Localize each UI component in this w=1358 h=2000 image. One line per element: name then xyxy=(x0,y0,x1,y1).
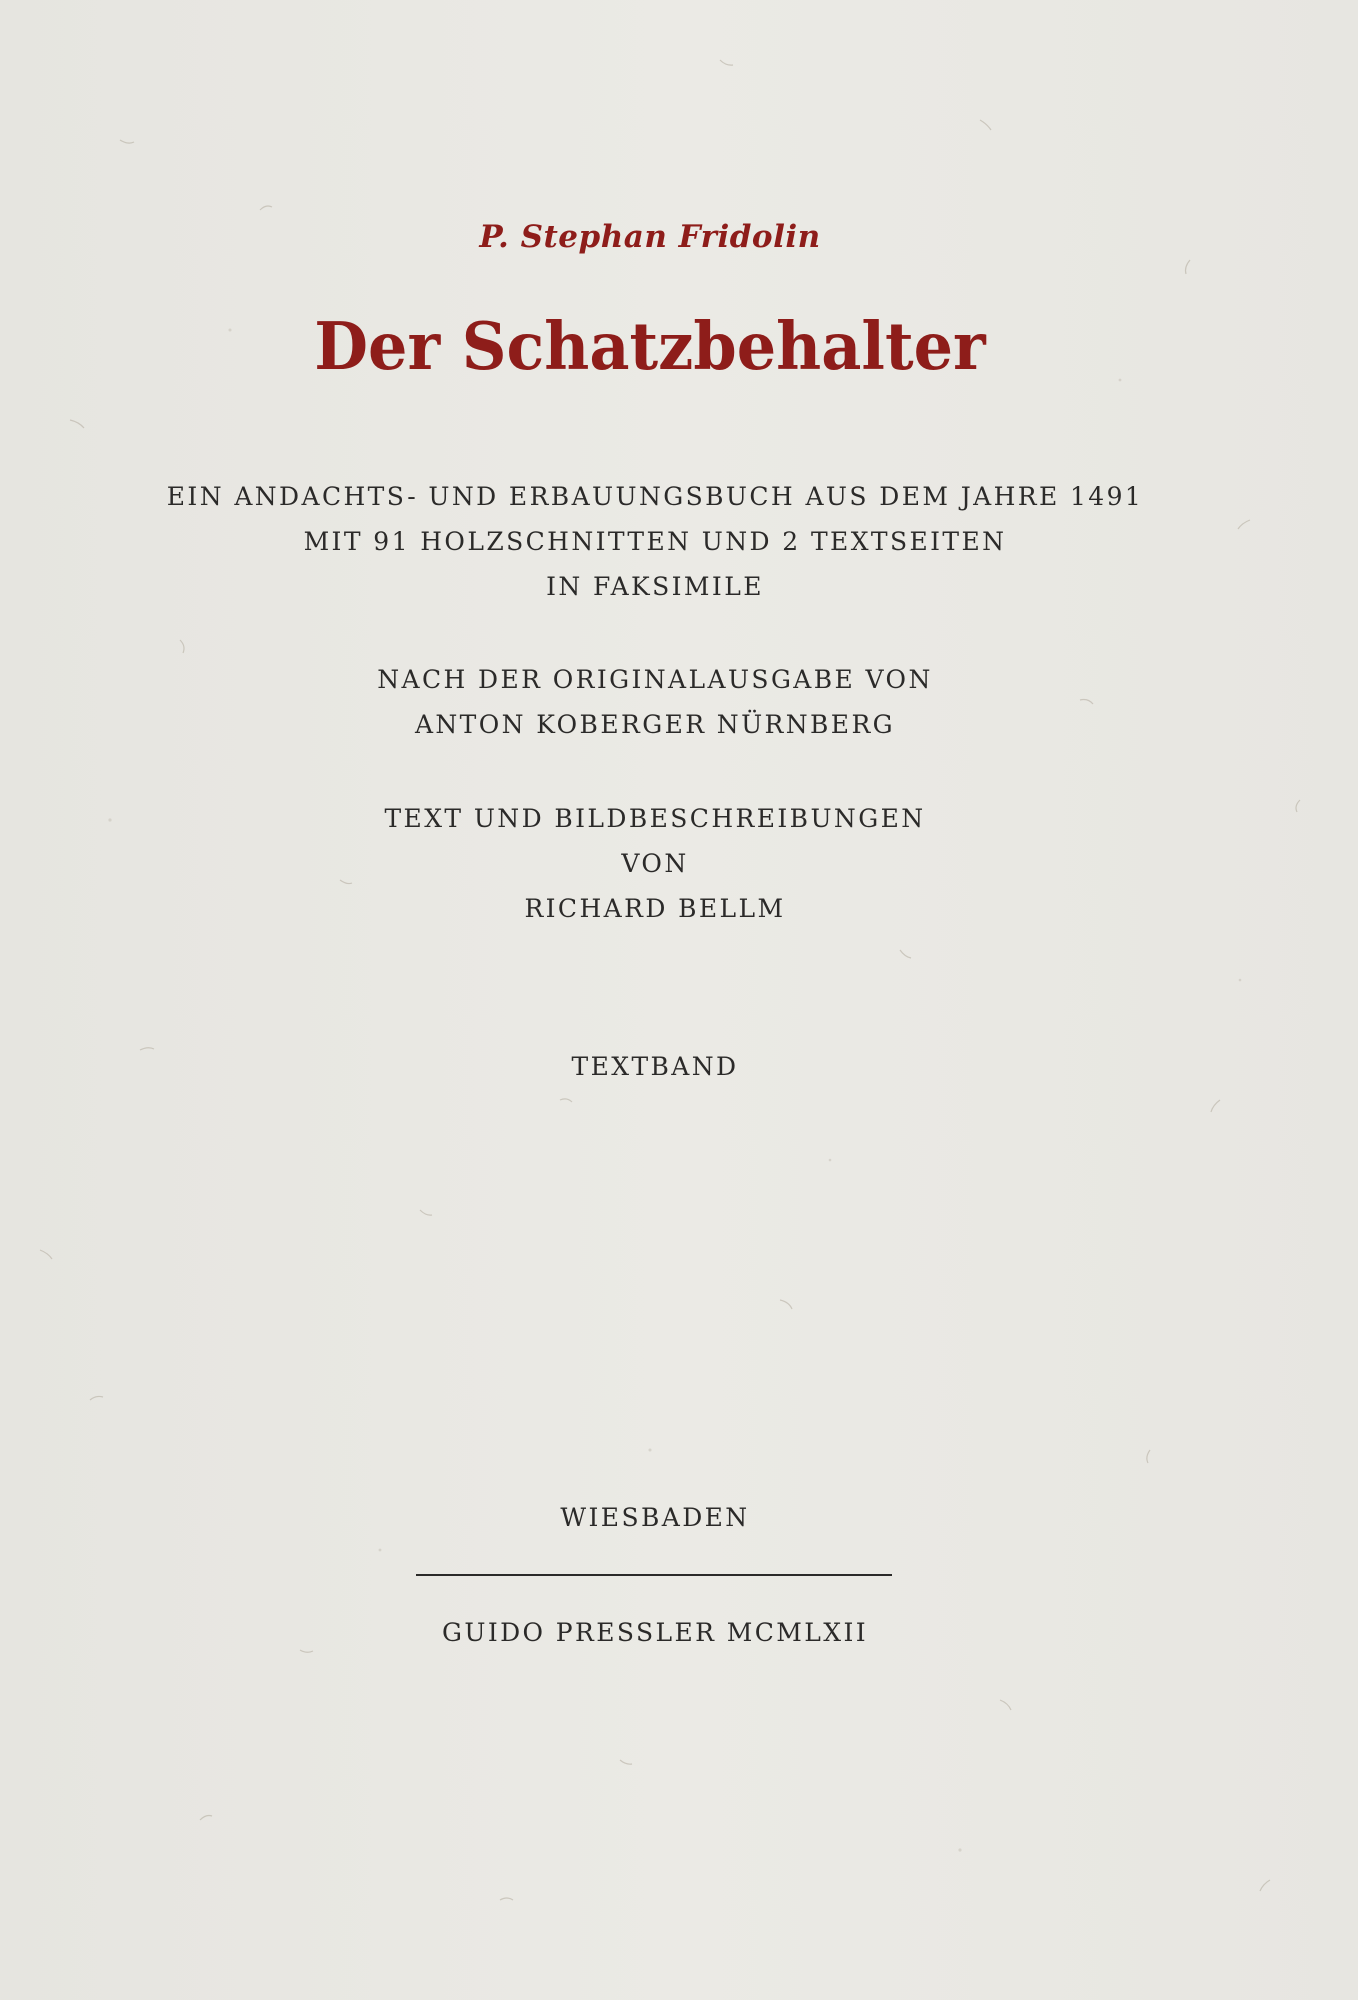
editor-line-3: RICHARD BELLM xyxy=(524,894,786,923)
volume-label: TEXTBAND xyxy=(571,1052,739,1081)
description-line-2: MIT 91 HOLZSCHNITTEN UND 2 TEXTSEITEN xyxy=(303,527,1007,556)
source-line-2: ANTON KOBERGER NÜRNBERG xyxy=(414,710,896,739)
description-line-3: IN FAKSIMILE xyxy=(546,572,764,601)
editor-line-2: VON xyxy=(621,849,689,878)
author-name: P. Stephan Fridolin xyxy=(479,219,821,255)
editor-line-1: TEXT UND BILDBESCHREIBUNGEN xyxy=(384,804,926,833)
description-line-1: EIN ANDACHTS- UND ERBAUUNGSBUCH AUS DEM JAHRE 1491 xyxy=(166,482,1144,511)
publisher-line: GUIDO PRESSLER MCMLXII xyxy=(441,1618,868,1647)
book-title: Der Schatzbehalter xyxy=(314,308,986,385)
publication-place: WIESBADEN xyxy=(560,1503,750,1532)
divider-rule xyxy=(416,1574,892,1576)
source-line-1: NACH DER ORIGINALAUSGABE VON xyxy=(377,665,933,694)
